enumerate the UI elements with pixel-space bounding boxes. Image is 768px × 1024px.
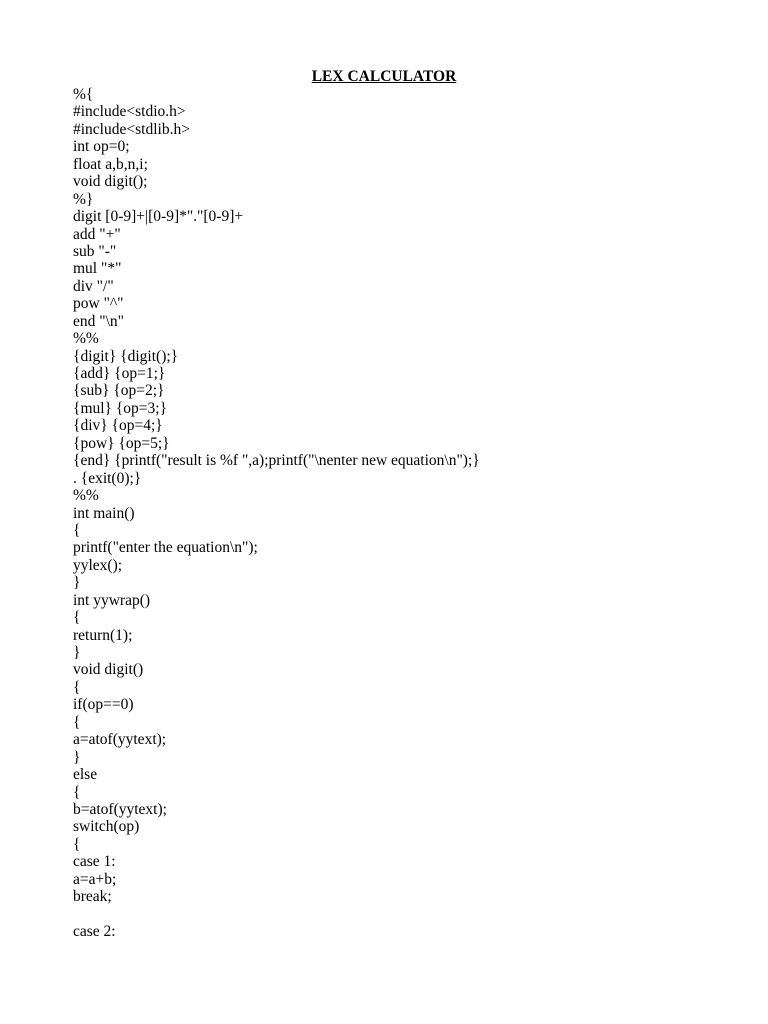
code-line: {	[73, 609, 81, 627]
code-line: mul "*"	[73, 260, 122, 278]
code-line: void digit()	[73, 661, 144, 679]
code-line: case 1:	[73, 853, 116, 871]
code-line: int op=0;	[73, 138, 130, 156]
code-line: if(op==0)	[73, 696, 134, 714]
code-line: {digit} {digit();}	[73, 347, 179, 365]
code-line: }	[73, 748, 81, 766]
code-line: }	[73, 644, 81, 661]
code-line: {add} {op=1;}	[73, 365, 166, 382]
code-line: int yywrap()	[73, 591, 151, 609]
code-line	[73, 906, 480, 923]
code-line: }	[73, 574, 81, 592]
code-line: a=a+b;	[73, 870, 117, 888]
code-line: {	[73, 783, 81, 801]
code-line: add "+"	[73, 225, 121, 243]
code-line: digit [0-9]+|[0-9]*"."[0-9]+	[73, 208, 244, 226]
code-line: {mul} {op=3;}	[73, 399, 168, 417]
document-title: LEX CALCULATOR	[311, 68, 457, 85]
code-line: a=atof(yytext);	[73, 731, 167, 749]
code-line: #include<stdio.h>	[73, 103, 186, 121]
code-line: {	[73, 835, 81, 853]
code-line: case 2:	[73, 923, 116, 940]
code-line: div "/"	[73, 277, 114, 295]
code-line: float a,b,n,i;	[73, 155, 148, 173]
code-line: {	[73, 678, 81, 696]
code-line: b=atof(yytext);	[73, 800, 167, 818]
code-line: yylex();	[73, 556, 123, 574]
code-line: {pow} {op=5;}	[73, 434, 170, 452]
code-line: end "\n"	[73, 312, 124, 330]
code-line: void digit();	[73, 173, 148, 191]
code-line: %%	[73, 330, 99, 348]
code-line: %{	[73, 86, 94, 103]
code-line: printf("enter the equation\n");	[73, 539, 258, 557]
code-line: else	[73, 766, 98, 784]
code-line: switch(op)	[73, 818, 140, 836]
code-listing	[73, 86, 480, 940]
code-line: pow "^"	[73, 295, 124, 313]
code-line: {	[73, 521, 81, 539]
code-line: return(1);	[73, 626, 133, 644]
code-line: {sub} {op=2;}	[73, 382, 165, 400]
code-line: {	[73, 713, 81, 731]
code-line: int main()	[73, 504, 135, 522]
code-line: {end} {printf("result is %f ",a);printf("\nenter new equation\n");}	[73, 452, 480, 470]
code-line: %}	[73, 190, 94, 208]
code-line: {div} {op=4;}	[73, 417, 163, 435]
code-line: . {exit(0);}	[73, 469, 142, 487]
code-line: #include<stdlib.h>	[73, 120, 190, 138]
code-line: %%	[73, 487, 99, 505]
code-line: sub "-"	[73, 242, 117, 260]
code-line: break;	[73, 888, 112, 906]
